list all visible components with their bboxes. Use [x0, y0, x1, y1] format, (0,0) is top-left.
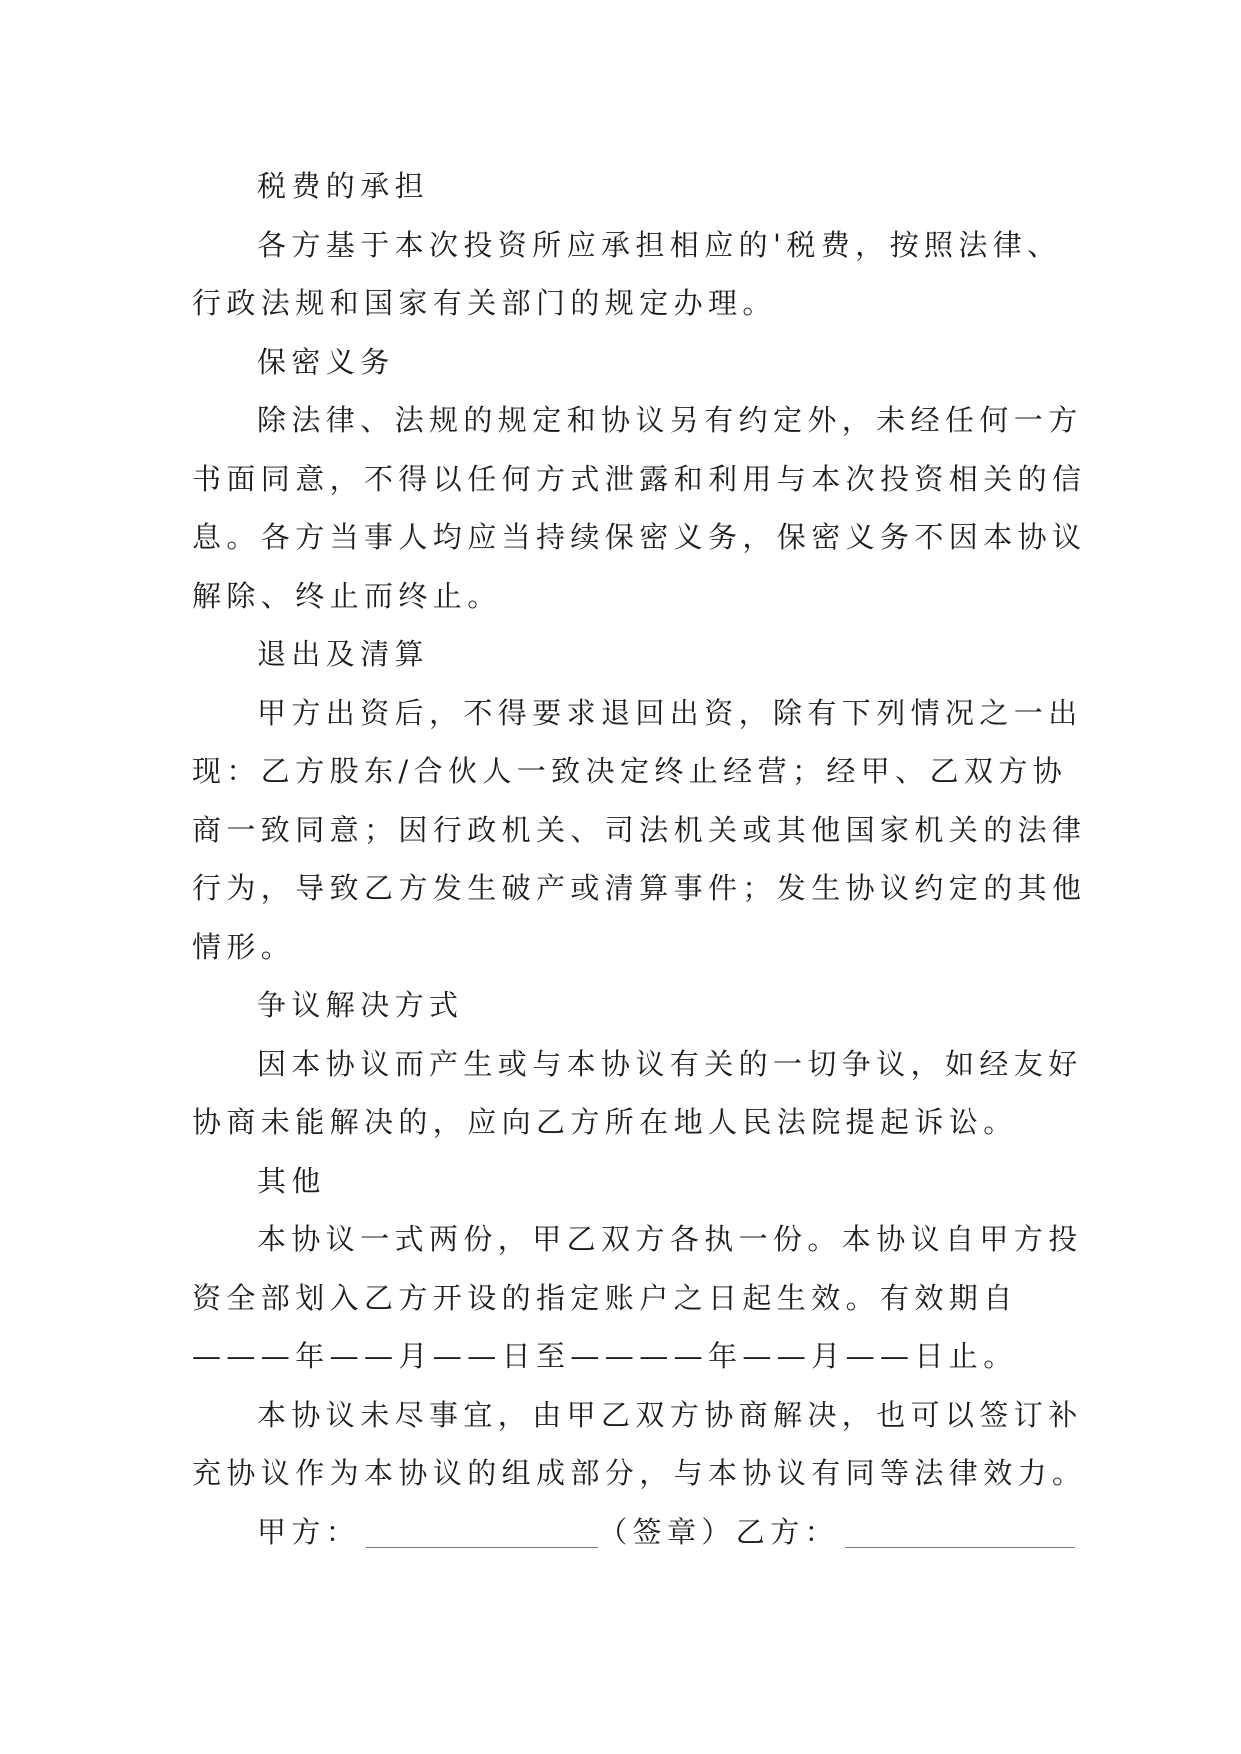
paragraph-line-validity-dates: ———年——月——日至————年——月——日止。	[192, 1339, 1018, 1373]
paragraph-line: 充协议作为本协议的组成部分，与本协议有同等法律效力。	[192, 1456, 1087, 1490]
section-heading-tax: 税费的承担	[257, 169, 430, 203]
paragraph-line: 息。各方当事人均应当持续保密义务，保密义务不因本协议	[192, 520, 1087, 554]
paragraph-line: 协商未能解决的，应向乙方所在地人民法院提起诉讼。	[192, 1105, 1018, 1139]
paragraph-line: 商一致同意；因行政机关、司法机关或其他国家机关的法律	[192, 812, 1087, 847]
paragraph-line: 情形。	[192, 929, 296, 964]
paragraph-line: 各方基于本次投资所应承担相应的'税费，按照法律、	[257, 227, 1062, 262]
paragraph-line: 本协议未尽事宜，由甲乙双方协商解决，也可以签订补	[257, 1397, 1083, 1432]
paragraph-line: 现：乙方股东/合伙人一致决定终止经营；经甲、乙双方协	[192, 754, 1068, 788]
paragraph-line: 除法律、法规的规定和协议另有约定外，未经任何一方	[257, 403, 1083, 437]
section-heading-exit: 退出及清算	[257, 637, 430, 671]
paragraph-line: 甲方出资后，不得要求退回出资，除有下列情况之一出	[257, 695, 1083, 730]
party-b-signature-blank	[845, 1517, 1075, 1548]
paragraph-line: 因本协议而产生或与本协议有关的一切争议，如经友好	[257, 1046, 1083, 1081]
section-heading-other: 其他	[257, 1163, 326, 1198]
paragraph-line: 行为，导致乙方发生破产或清算事件；发生协议约定的其他	[192, 871, 1087, 905]
party-a-signature-blank	[366, 1517, 598, 1548]
paragraph-line: 资全部划入乙方开设的指定账户之日起生效。有效期自	[192, 1280, 1018, 1315]
paragraph-line: 解除、终止而终止。	[192, 578, 502, 613]
document-body	[192, 157, 1087, 1561]
section-heading-confidentiality: 保密义务	[257, 344, 395, 379]
paragraph-line: 本协议一式两份，甲乙双方各执一份。本协议自甲方投	[257, 1222, 1083, 1256]
signature-row	[192, 1503, 1062, 1562]
seal-party-b-label: （签章）乙方：	[598, 1514, 840, 1549]
paragraph-line: 行政法规和国家有关部门的规定办理。	[192, 286, 777, 320]
party-a-label: 甲方：	[257, 1514, 361, 1549]
section-heading-dispute: 争议解决方式	[257, 988, 464, 1022]
paragraph-line: 书面同意，不得以任何方式泄露和利用与本次投资相关的信	[192, 461, 1087, 496]
